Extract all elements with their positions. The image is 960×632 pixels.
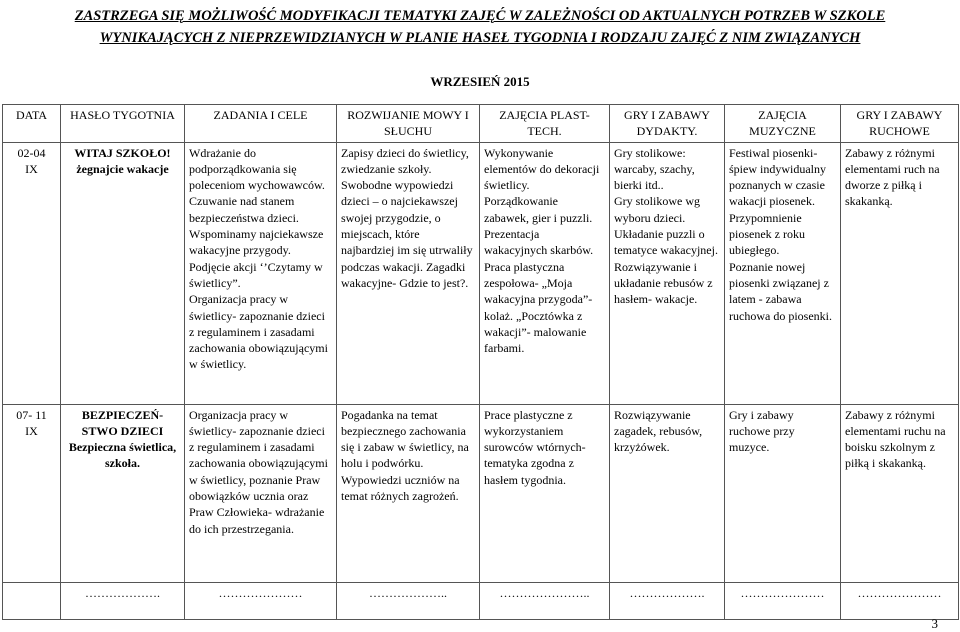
row-2-tasks: Organizacja pracy w świetlicy- zapoznanie dzieci z regulaminem i zasadami zachowania obowiązującymi w świetlicy, poznanie Praw obowiązków ucznia oraz Praw Człowieka- wdrażanie do ich przestrzegania. [185, 404, 337, 582]
row-2-theme: BEZPIECZEŃ- STWO DZIECI Bezpieczna świetlica, szkoła. [61, 404, 185, 582]
row-1-didactic: Gry stolikowe: warcaby, szachy, bierki itd.. Gry stolikowe wg wyboru dzieci. Układanie puzzli o tematyce wakacyjnej. Rozwiązywanie i układanie rebusów z hasłem- wakacje. [610, 142, 725, 404]
row-1-tasks: Wdrażanie do podporządkowania się poleceniom wychowawców. Czuwanie nad stanem bezpieczeństwa dzieci. Wspominamy najciekawsze wakacyjne przygody. Podjęcie akcji ‘’Czytamy w świetlicy”. Organizacja pracy w świetlicy- zapoznanie dzieci z regulaminem i zasadami zachowania obowiązującymi w świetlicy. [185, 142, 337, 404]
header-didactic-games: GRY I ZABAWY DYDAKTY. [610, 105, 725, 143]
header-art: ZAJĘCIA PLAST-TECH. [480, 105, 610, 143]
header-theme: HASŁO TYGOTNIA [61, 105, 185, 143]
header-date: DATA [3, 105, 61, 143]
month-title: WRZESIEŃ 2015 [430, 74, 530, 89]
header-tasks: ZADANIA I CELE [185, 105, 337, 143]
table-row [3, 404, 959, 582]
blank-cell: ………………… [185, 582, 337, 619]
header-speech: ROZWIJANIE MOWY I SŁUCHU [337, 105, 480, 143]
blank-cell: ………………… [841, 582, 959, 619]
header-row [3, 105, 959, 143]
row-1-art: Wykonywanie elementów do dekoracji świetlicy. Porządkowanie zabawek, gier i puzzli. Prezentacja wakacyjnych skarbów. Praca plastyczna zespołowa- „Moja wakacyjna przygoda”- kolaż. „Pocztówka z wakacji”- malowanie farbami. [480, 142, 610, 404]
blank-cell: ………………. [610, 582, 725, 619]
row-1-date: 02-04 IX [3, 142, 61, 404]
blank-cell: ………………. [61, 582, 185, 619]
row-2-didactic: Rozwiązywanie zagadek, rebusów, krzyżówek. [610, 404, 725, 582]
activity-plan-table [2, 104, 959, 620]
row-1-movement: Zabawy z różnymi elementami ruch na dworze z piłką i skakanką. [841, 142, 959, 404]
table-row [3, 142, 959, 404]
row-1-music: Festiwal piosenki- śpiew indywidualny poznanych w czasie wakacji piosenek. Przypomnienie piosenek z roku ubiegłego. Poznanie nowej piosenki związanej z latem - zabawa ruchowa do piosenki. [725, 142, 841, 404]
row-1-theme: WITAJ SZKOŁO! żegnajcie wakacje [61, 142, 185, 404]
row-2-movement: Zabawy z różnymi elementami ruchu na boisku szkolnym z piłką i skakanką. [841, 404, 959, 582]
row-1-speech: Zapisy dzieci do świetlicy, zwiedzanie szkoły. Swobodne wypowiedzi dzieci – o najciekawszej swojej przygodzie, o miejscach, które najbardziej im się utrwaliły podczas wakacji. Zagadki wakacyjne- Gdzie to jest?. [337, 142, 480, 404]
notice-line-1: ZASTRZEGA SIĘ MOŻLIWOŚĆ MODYFIKACJI TEMATYKI ZAJĘĆ W ZALEŻNOŚCI OD AKTUALNYCH POTRZEB W SZKOLE [74, 8, 886, 24]
header-music: ZAJĘCIA MUZYCZNE [725, 105, 841, 143]
row-2-speech: Pogadanka na temat bezpiecznego zachowania się i zabaw w świetlicy, na holu i podwórku. Wypowiedzi uczniów na temat różnych zagrożeń. [337, 404, 480, 582]
blank-date [3, 582, 61, 619]
header-movement-games: GRY I ZABAWY RUCHOWE [841, 105, 959, 143]
page-number: 3 [931, 616, 938, 631]
notice-line-2: WYNIKAJĄCYCH Z NIEPRZEWIDZIANYCH W PLANIE HASEŁ TYGODNIA I RODZAJU ZAJĘĆ Z NIM ZWIĄZANYCH [99, 30, 861, 46]
blank-cell: ……………….. [337, 582, 480, 619]
blank-cell: ………………… [725, 582, 841, 619]
row-2-date: 07- 11 IX [3, 404, 61, 582]
row-2-music: Gry i zabawy ruchowe przy muzyce. [725, 404, 841, 582]
row-2-art: Prace plastyczne z wykorzystaniem surowców wtórnych- tematyka zgodna z hasłem tygodnia. [480, 404, 610, 582]
blank-row [3, 582, 959, 619]
blank-cell: ………………….. [480, 582, 610, 619]
